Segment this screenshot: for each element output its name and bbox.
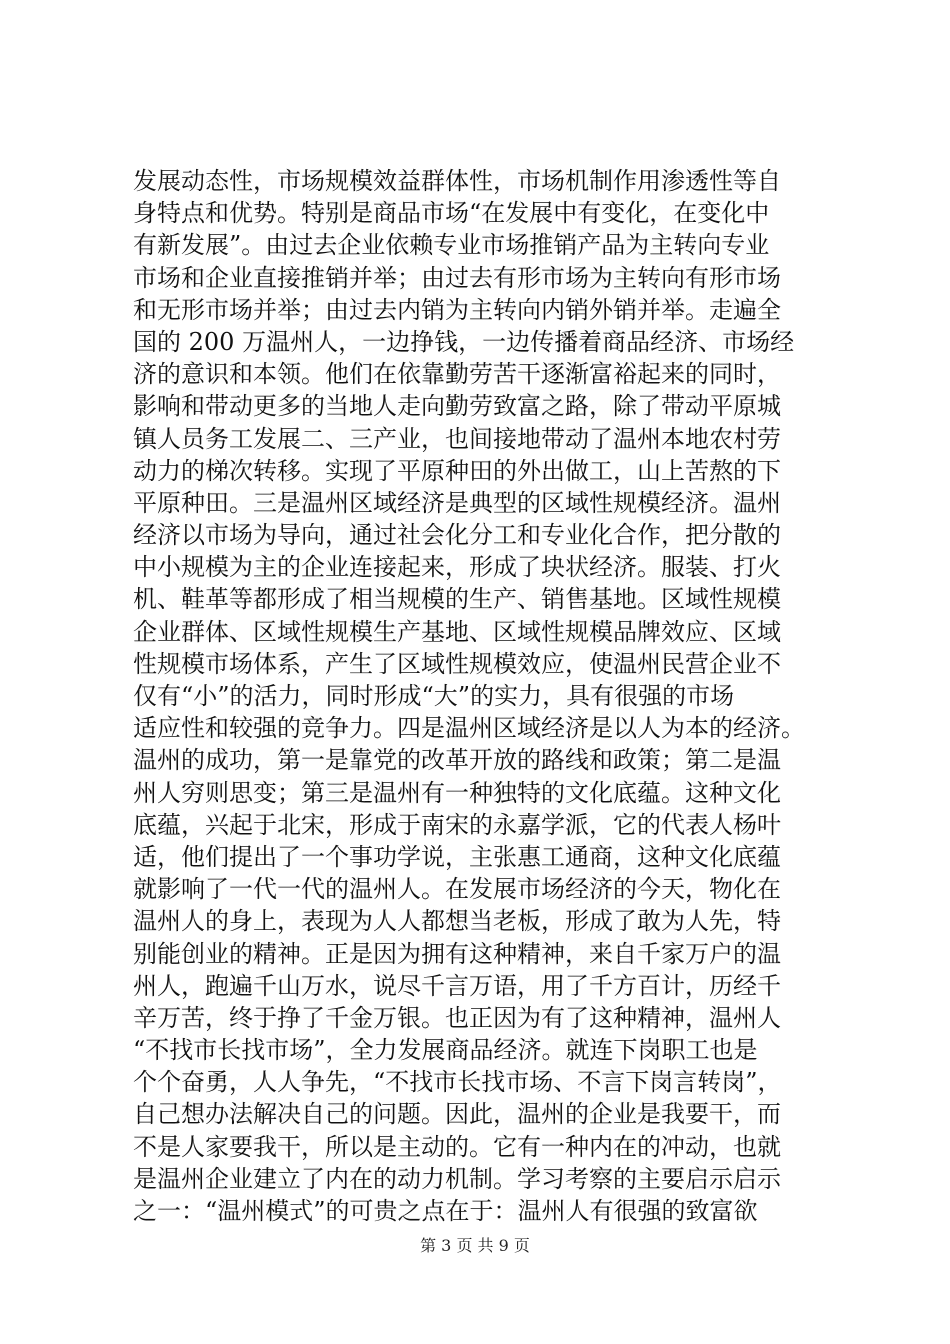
text-line: 自己想办法解决自己的问题。因此，温州的企业是我要干，而 — [133, 1100, 781, 1129]
text-line: 国的 200 万温州人，一边挣钱，一边传播着商品经济、市场经 — [133, 327, 795, 356]
text-line: 中小规模为主的企业连接起来，形成了块状经济。服装、打火 — [133, 553, 781, 582]
text-line: 之一：“温州模式”的可贵之点在于：温州人有很强的致富欲 — [133, 1197, 758, 1225]
text-line: 辛万苦，终于挣了千金万银。也正因为有了这种精神，温州人 — [133, 1003, 781, 1032]
text-line: 州人，跑遍千山万水，说尽千言万语，用了千方百计，历经千 — [133, 971, 781, 1000]
text-line: 市场和企业直接推销并举；由过去有形市场为主转向有形市场 — [133, 263, 781, 292]
page-footer: 第 3 页 共 9 页 — [420, 1236, 530, 1255]
text-line: 机、鞋革等都形成了相当规模的生产、销售基地。区域性规模 — [133, 585, 781, 614]
text-line: 个个奋勇，人人争先，“不找市长找市场、不言下岗言转岗”， — [133, 1068, 782, 1097]
text-line: 性规模市场体系，产生了区域性规模效应，使温州民营企业不 — [133, 649, 781, 678]
text-line: 有新发展”。由过去企业依赖专业市场推销产品为主转向专业 — [133, 231, 770, 260]
text-line: 发展动态性，市场规模效益群体性，市场机制作用渗透性等自 — [133, 167, 781, 195]
text-line: 镇人员务工发展二、三产业，也间接地带动了温州本地农村劳 — [133, 424, 781, 453]
text-line: 平原种田。三是温州区域经济是典型的区域性规模经济。温州 — [133, 488, 781, 517]
text-line: 影响和带动更多的当地人走向勤劳致富之路，除了带动平原城 — [133, 392, 781, 421]
text-line: 温州人的身上，表现为人人都想当老板，形成了敢为人先，特 — [133, 907, 781, 936]
text-line: 企业群体、区域性规模生产基地、区域性规模品牌效应、区域 — [133, 617, 781, 646]
text-line: 温州的成功，第一是靠党的改革开放的路线和政策；第二是温 — [133, 746, 781, 775]
text-line: 就影响了一代一代的温州人。在发展市场经济的今天，物化在 — [133, 875, 781, 904]
text-line: 适应性和较强的竞争力。四是温州区域经济是以人为本的经济。 — [133, 714, 805, 743]
text-line: 适，他们提出了一个事功学说，主张惠工通商，这种文化底蕴 — [133, 842, 781, 871]
text-line: “不找市长找市场”，全力发展商品经济。就连下岗职工也是 — [133, 1036, 758, 1065]
text-line: 济的意识和本领。他们在依靠勤劳苦干逐渐富裕起来的同时， — [133, 360, 781, 389]
text-line: 动力的梯次转移。实现了平原种田的外出做工，山上苦熬的下 — [133, 456, 781, 485]
text-line: 州人穷则思变；第三是温州有一种独特的文化底蕴。这种文化 — [133, 778, 781, 807]
text-line: 不是人家要我干，所以是主动的。它有一种内在的冲动，也就 — [133, 1132, 781, 1161]
text-line: 仅有“小”的活力，同时形成“大”的实力，具有很强的市场 — [133, 682, 735, 710]
text-line: 身特点和优势。特别是商品市场“在发展中有变化，在变化中 — [133, 199, 770, 228]
text-line: 别能创业的精神。正是因为拥有这种精神，来自千家万户的温 — [133, 939, 781, 968]
text-line: 是温州企业建立了内在的动力机制。学习考察的主要启示启示 — [133, 1164, 781, 1193]
text-line: 和无形市场并举；由过去内销为主转向内销外销并举。走遍全 — [133, 295, 781, 324]
text-line: 底蕴，兴起于北宋，形成于南宋的永嘉学派，它的代表人杨叶 — [133, 810, 781, 839]
body-text — [133, 165, 853, 1227]
text-line: 经济以市场为导向，通过社会化分工和专业化合作，把分散的 — [133, 521, 781, 550]
